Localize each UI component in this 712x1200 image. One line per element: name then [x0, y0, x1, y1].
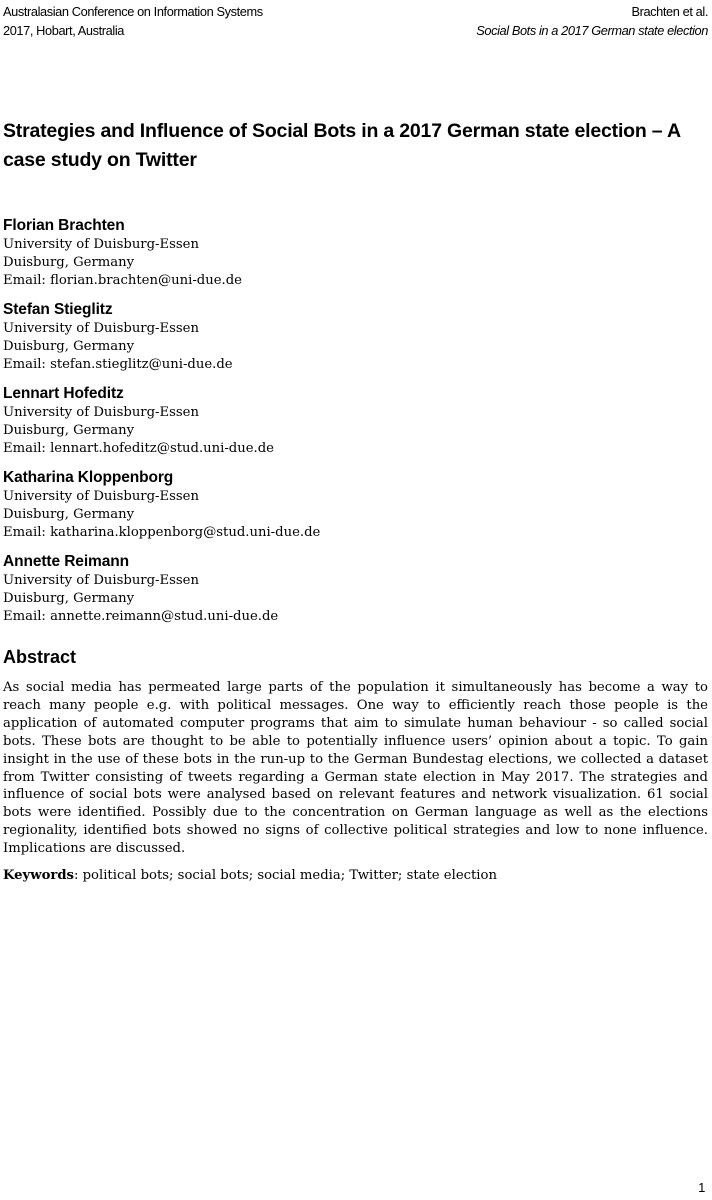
- author-email: Email: katharina.kloppenborg@stud.uni-due.de: [3, 525, 321, 540]
- author-affiliation: University of Duisburg-Essen: [3, 237, 199, 252]
- page-number: 1: [698, 1180, 705, 1195]
- author-email: Email: stefan.stieglitz@uni-due.de: [3, 357, 233, 372]
- abstract-heading: Abstract: [3, 647, 77, 667]
- keywords-label: Keywords: [3, 868, 74, 884]
- author-block: [3, 300, 708, 374]
- author-name: Stefan Stieglitz: [3, 301, 113, 318]
- paper-short-title: Social Bots in a 2017 German state election: [476, 23, 708, 38]
- keywords-list: : political bots; social bots; social media; Twitter; state election: [73, 868, 497, 884]
- author-name: Katharina Kloppenborg: [3, 469, 174, 486]
- running-header-left: [3, 2, 263, 40]
- abstract-section: [3, 646, 708, 885]
- author-block: [3, 384, 708, 458]
- author-affiliation: University of Duisburg-Essen: [3, 489, 199, 504]
- author-block: [3, 468, 708, 542]
- author-name: Florian Brachten: [3, 217, 125, 234]
- running-header: [3, 2, 708, 40]
- author-location: Duisburg, Germany: [3, 423, 135, 438]
- author-block: [3, 552, 708, 626]
- running-header-right: [476, 2, 708, 40]
- author-email: Email: annette.reimann@stud.uni-due.de: [3, 609, 279, 624]
- author-location: Duisburg, Germany: [3, 339, 135, 354]
- keywords-line: [3, 867, 708, 885]
- author-name: Annette Reimann: [3, 553, 129, 570]
- author-affiliation: University of Duisburg-Essen: [3, 405, 199, 420]
- author-block: [3, 216, 708, 290]
- conference-location: 2017, Hobart, Australia: [3, 23, 124, 38]
- author-affiliation: University of Duisburg-Essen: [3, 573, 199, 588]
- author-email: Email: florian.brachten@uni-due.de: [3, 273, 242, 288]
- author-location: Duisburg, Germany: [3, 507, 135, 522]
- author-name: Lennart Hofeditz: [3, 385, 124, 402]
- author-location: Duisburg, Germany: [3, 255, 135, 270]
- abstract-body: As social media has permeated large parts of the population it simultaneously has become a way to reach many people e.g. with political messages. One way to efficiently reach those people is the application of automated computer programs that aim to simulate human behaviour - so called social bots. These bots are thought to be able to potentially influence users’ opinion about a topic. To gain insight in the use of these bots in the run-up to the German Bundestag elections, we collected a dataset from Twitter consisting of tweets regarding a German state election in May 2017. The strategies and influence of social bots were analysed based on relevant features and network visualization. 61 social bots were identified. Possibly due to the concentration on German language as well as the elections regionality, identified bots showed no signs of collective political strategies and low to none influence. Implications are discussed.: [3, 680, 708, 857]
- authors-short-citation: Brachten et al.: [631, 4, 708, 19]
- author-email: Email: lennart.hofeditz@stud.uni-due.de: [3, 441, 274, 456]
- paper-title: Strategies and Influence of Social Bots in a 2017 German state election – A case study on Twitter: [3, 120, 681, 171]
- authors-section: [3, 216, 708, 626]
- conference-name: Australasian Conference on Information Systems: [3, 4, 263, 19]
- author-location: Duisburg, Germany: [3, 591, 135, 606]
- author-affiliation: University of Duisburg-Essen: [3, 321, 199, 336]
